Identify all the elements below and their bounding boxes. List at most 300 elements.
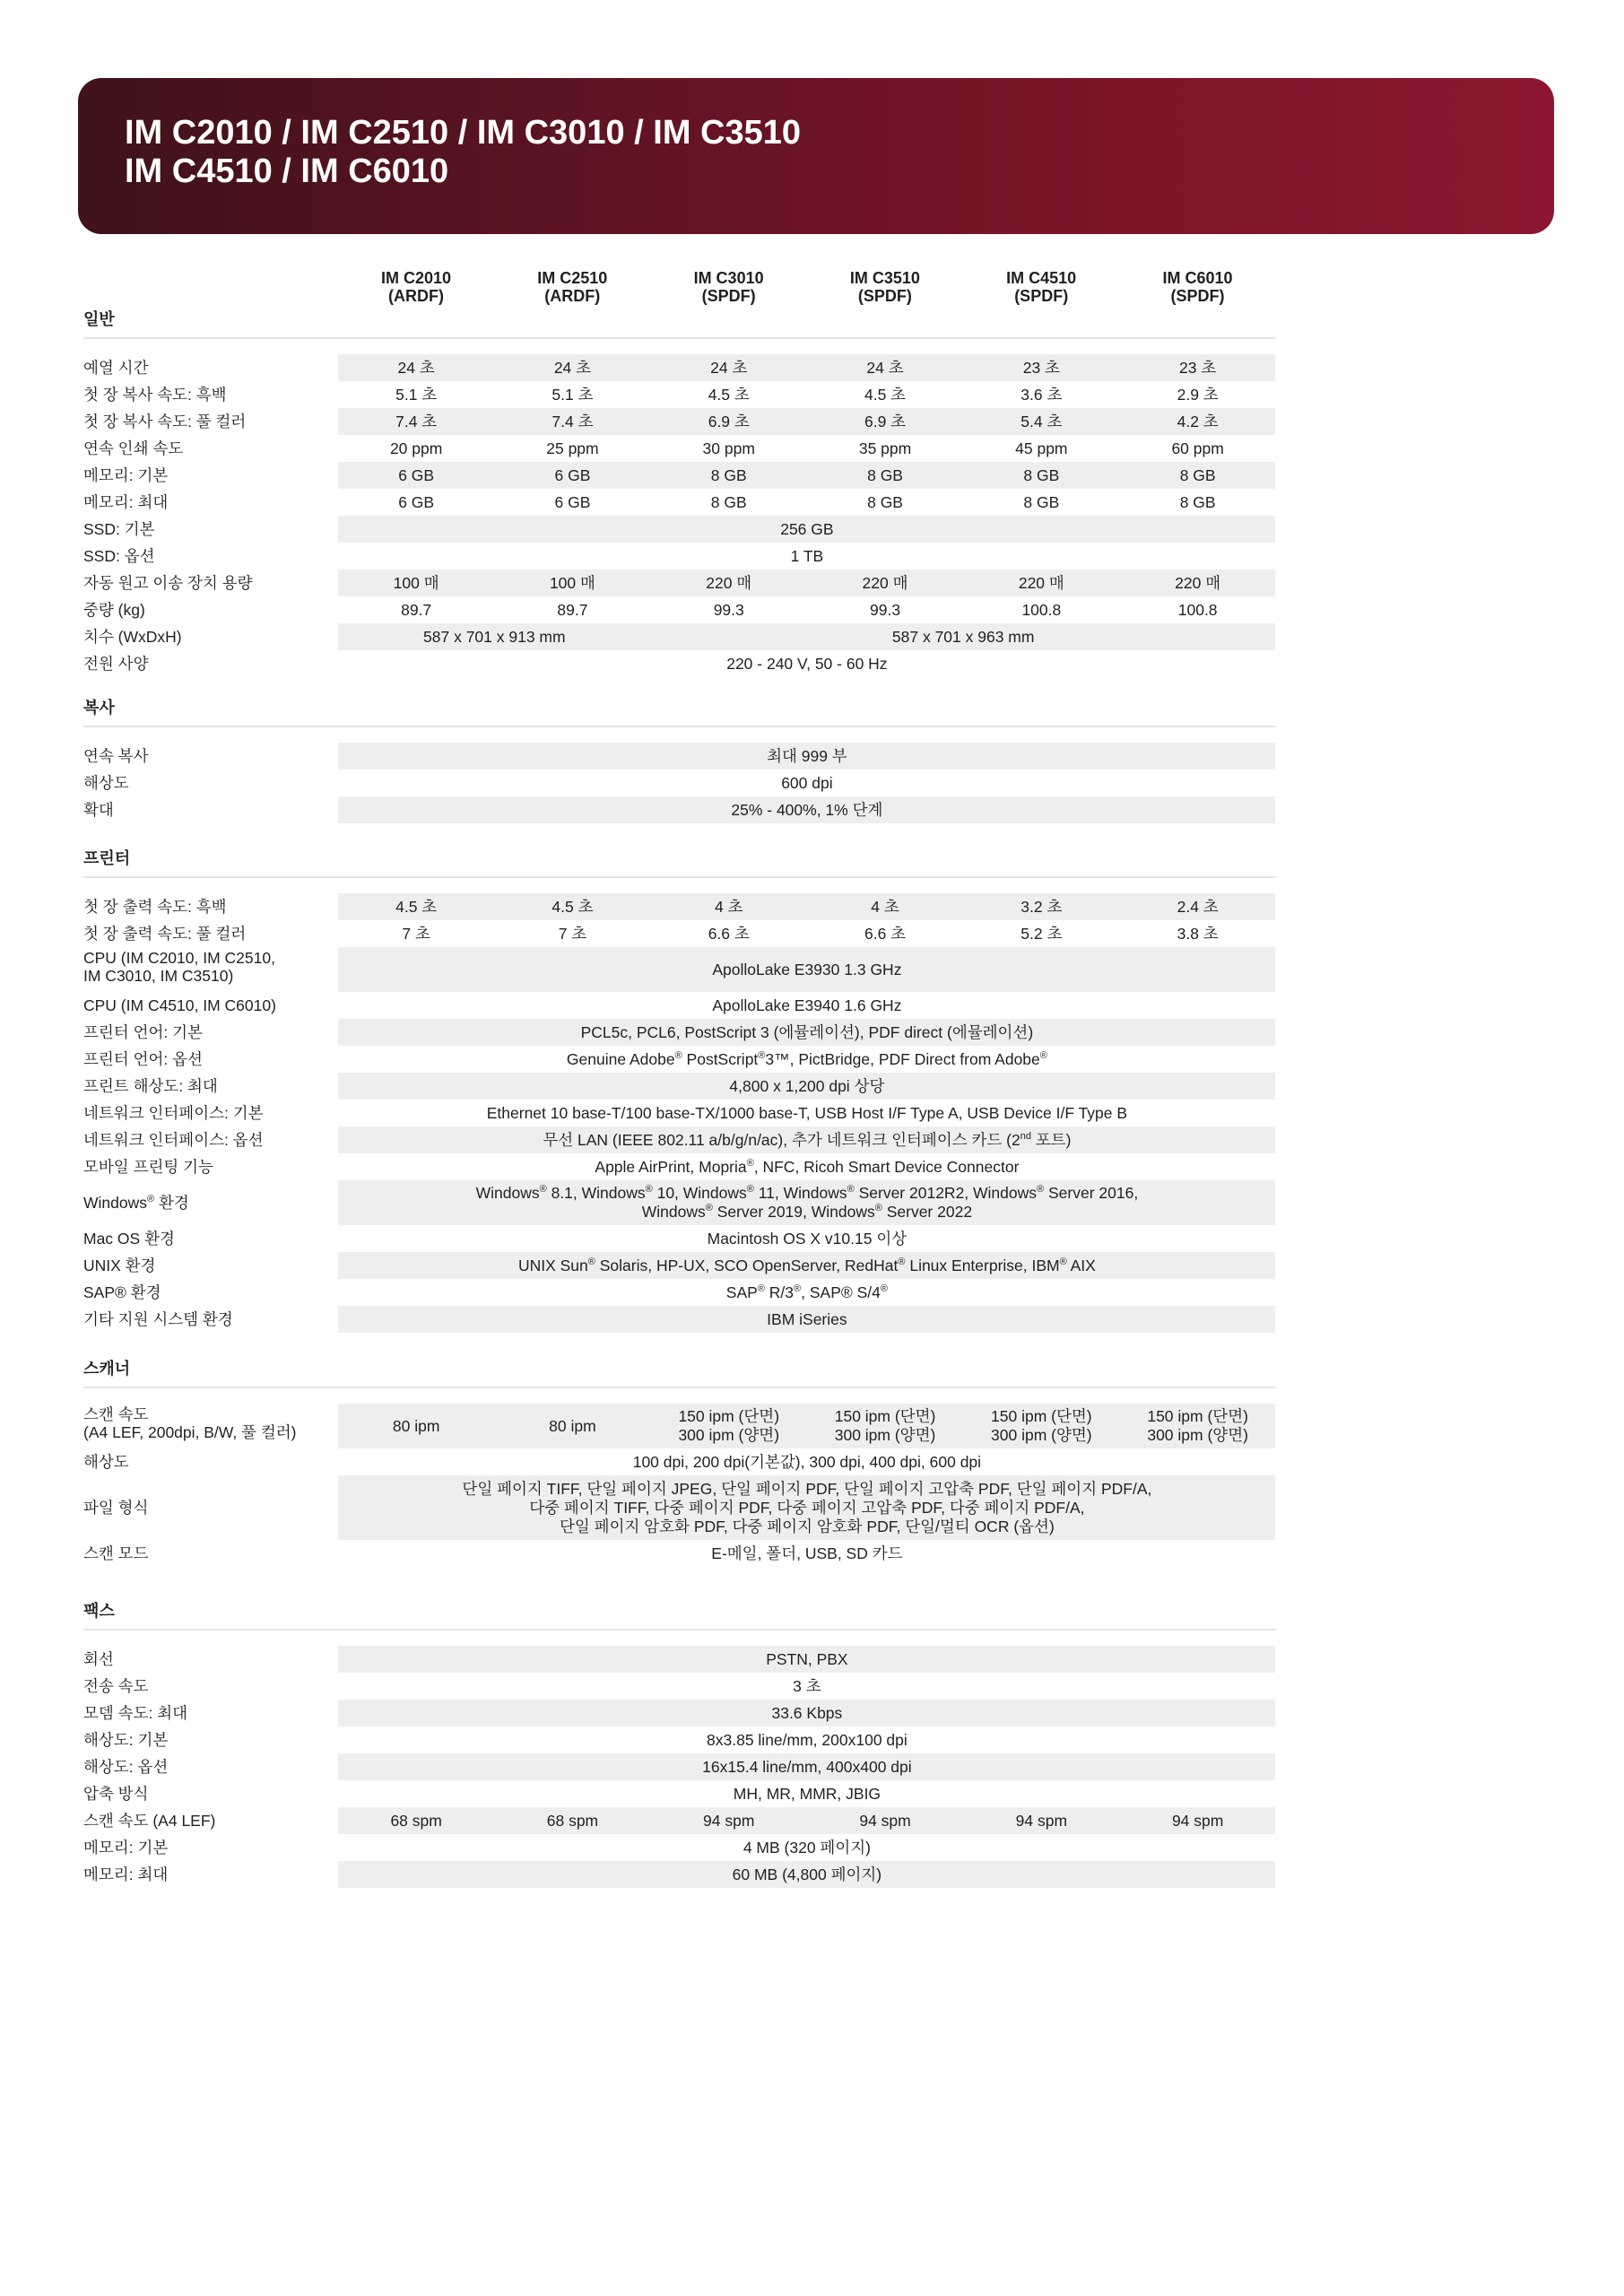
column-model: IM C2010 xyxy=(380,269,452,287)
spec-label-text: 해상도: 기본 xyxy=(83,1731,169,1749)
spec-row xyxy=(0,516,1624,543)
column-variant: (ARDF) xyxy=(544,287,601,305)
spec-value xyxy=(494,570,650,596)
spec-label-text: 스캔 속도 (A4 LEF, 200dpi, B/W, 풀 컬러) xyxy=(83,1405,297,1441)
spec-row xyxy=(0,596,1624,623)
spec-value xyxy=(494,596,650,623)
spec-value-text: 24 초 xyxy=(397,358,435,377)
spec-value-text: 8 GB xyxy=(710,465,747,484)
spec-label xyxy=(83,1753,168,1780)
spec-value-text: ApolloLake E3930 1.3 GHz xyxy=(712,960,902,978)
superscript-mark: ® xyxy=(794,1283,802,1294)
spec-row xyxy=(0,435,1624,462)
spec-value-text: 220 매 xyxy=(706,573,752,592)
spec-value xyxy=(963,435,1119,462)
spec-value-text: IBM iSeries xyxy=(767,1309,847,1328)
spec-value-text: 94 spm xyxy=(1015,1811,1068,1830)
spec-value-text: 100 매 xyxy=(549,573,595,592)
spec-value-text: 5.4 초 xyxy=(1020,412,1063,430)
page-title-line-2: IM C4510 / IM C6010 xyxy=(125,152,449,190)
spec-value xyxy=(651,408,807,435)
spec-value xyxy=(338,543,1276,570)
spec-label-text: Windows® 환경 xyxy=(83,1194,189,1212)
spec-value xyxy=(338,743,1276,770)
spec-row xyxy=(0,408,1624,435)
spec-value xyxy=(1120,893,1276,920)
spec-value-text: 99.3 xyxy=(713,600,744,619)
spec-value xyxy=(651,435,807,462)
spec-value-text: 1 TB xyxy=(790,546,824,565)
spec-label xyxy=(83,596,145,623)
column-variant: (SPDF) xyxy=(1014,287,1069,305)
superscript-mark: ® xyxy=(757,1283,765,1294)
spec-row xyxy=(0,1126,1624,1153)
spec-label-text: 전원 사양 xyxy=(83,655,149,673)
spec-label xyxy=(83,1780,148,1807)
spec-value xyxy=(807,920,963,947)
spec-label xyxy=(83,947,275,994)
spec-value-text: Macintosh OS X v10.15 이상 xyxy=(707,1229,908,1248)
superscript-mark: nd xyxy=(1020,1130,1031,1142)
spec-label xyxy=(83,920,246,947)
spec-value xyxy=(338,650,1276,677)
spec-value-text: 60 ppm xyxy=(1171,439,1224,457)
spec-label xyxy=(83,1807,215,1834)
spec-value xyxy=(338,1046,1276,1073)
superscript-mark: ® xyxy=(147,1194,155,1205)
spec-label xyxy=(83,354,148,381)
spec-value-text: 4 MB (320 페이지) xyxy=(743,1838,871,1857)
spec-row xyxy=(0,947,1624,992)
spec-value-text: 256 GB xyxy=(780,519,834,538)
spec-row xyxy=(0,1540,1624,1567)
spec-label xyxy=(83,992,276,1019)
section-title: 스캐너 xyxy=(83,1360,131,1378)
spec-value-text: 6.6 초 xyxy=(708,924,750,943)
spec-label xyxy=(83,1448,129,1475)
spec-label xyxy=(83,1153,213,1180)
spec-value-text: 8 GB xyxy=(1023,465,1060,484)
spec-value xyxy=(807,1404,963,1448)
spec-value xyxy=(651,1807,807,1834)
spec-label-text: UNIX 환경 xyxy=(83,1257,156,1274)
spec-row xyxy=(0,1100,1624,1126)
spec-value-text: 2.9 초 xyxy=(1177,385,1219,404)
spec-label xyxy=(83,543,155,570)
spec-label xyxy=(83,462,168,489)
spec-value-text: PSTN, PBX xyxy=(766,1649,848,1668)
spec-row xyxy=(0,1180,1624,1225)
spec-value-text: 89.7 xyxy=(557,600,588,619)
spec-label xyxy=(83,381,227,408)
spec-value xyxy=(338,1700,1276,1726)
superscript-mark: ® xyxy=(587,1256,595,1267)
spec-label xyxy=(83,1252,155,1279)
spec-label-text: 첫 장 복사 속도: 풀 컬러 xyxy=(83,413,247,430)
spec-value xyxy=(338,770,1276,796)
spec-row xyxy=(0,1834,1624,1861)
spec-value xyxy=(963,1404,1119,1448)
spec-value xyxy=(807,408,963,435)
section-title: 일반 xyxy=(83,310,115,328)
spec-value-text: 220 매 xyxy=(1175,573,1221,592)
spec-row xyxy=(0,489,1624,516)
spec-value-text: 99.3 xyxy=(870,600,901,619)
spec-value-text: 4.5 초 xyxy=(551,897,594,916)
spec-label-text: 해상도 xyxy=(83,1453,129,1471)
spec-value xyxy=(338,1646,1276,1673)
spec-row xyxy=(0,1475,1624,1540)
spec-value-text: 6.9 초 xyxy=(864,412,907,430)
superscript-mark: ® xyxy=(898,1256,906,1267)
spec-value-text: 100.8 xyxy=(1177,600,1218,619)
spec-value-text: 100.8 xyxy=(1021,600,1062,619)
spec-value-text: 6 GB xyxy=(554,465,591,484)
spec-label-text: 네트워크 인터페이스: 옵션 xyxy=(83,1131,264,1149)
superscript-mark: ® xyxy=(539,1184,547,1196)
spec-value xyxy=(338,1726,1276,1753)
spec-row xyxy=(0,1753,1624,1780)
spec-value xyxy=(338,354,494,381)
spec-label-text: CPU (IM C4510, IM C6010) xyxy=(83,996,276,1014)
column-variant: (SPDF) xyxy=(1170,287,1225,305)
spec-label xyxy=(83,570,253,596)
spec-value xyxy=(338,1673,1276,1700)
spec-label xyxy=(83,1019,203,1046)
spec-label xyxy=(83,1126,264,1153)
spec-value xyxy=(338,893,494,920)
spec-label xyxy=(83,1861,168,1888)
spec-row xyxy=(0,1646,1624,1673)
spec-value-text: 5.1 초 xyxy=(395,385,438,404)
superscript-mark: ® xyxy=(674,1049,682,1061)
spec-value-text: ApolloLake E3940 1.6 GHz xyxy=(712,996,902,1014)
spec-value-text: 8 GB xyxy=(867,465,903,484)
spec-value xyxy=(338,570,494,596)
spec-value-text: 6.6 초 xyxy=(864,924,907,943)
spec-value xyxy=(1120,1404,1276,1448)
spec-label-text: 프린트 해상도: 최대 xyxy=(83,1077,218,1095)
spec-label-text: 예열 시간 xyxy=(83,359,149,377)
spec-value xyxy=(494,920,650,947)
spec-label xyxy=(83,1046,203,1073)
spec-value xyxy=(338,1126,1276,1153)
spec-value-text: 4,800 x 1,200 dpi 상당 xyxy=(729,1076,885,1095)
superscript-mark: ® xyxy=(645,1184,653,1196)
spec-label-text: 모뎀 속도: 최대 xyxy=(83,1704,188,1722)
spec-value-text: 25 ppm xyxy=(546,439,599,457)
spec-row xyxy=(0,992,1624,1019)
column-model: IM C6010 xyxy=(1162,269,1233,287)
spec-value-text: UNIX Sun® Solaris, HP-UX, SCO OpenServer, RedHat® Linux Enterprise, IBM® AIX xyxy=(517,1256,1096,1274)
spec-value xyxy=(651,489,807,516)
spec-row xyxy=(0,650,1624,677)
spec-value-text: Apple AirPrint, Mopria®, NFC, Ricoh Smart Device Connector xyxy=(595,1157,1020,1176)
spec-value-text: 7.4 초 xyxy=(551,412,594,430)
spec-label xyxy=(83,770,129,796)
spec-label-text: 연속 인쇄 속도 xyxy=(83,439,184,457)
spec-label-text: 첫 장 출력 속도: 흑백 xyxy=(83,898,227,916)
spec-value xyxy=(1120,596,1276,623)
spec-row xyxy=(0,1153,1624,1180)
spec-label-text: 자동 원고 이송 장치 용량 xyxy=(83,574,253,592)
spec-value xyxy=(338,1753,1276,1780)
section-divider xyxy=(83,876,1276,878)
superscript-mark: ® xyxy=(847,1184,855,1196)
spec-label-text: 파일 형식 xyxy=(83,1499,149,1517)
spec-value-text: 30 ppm xyxy=(702,439,755,457)
superscript-mark: ® xyxy=(1037,1184,1045,1196)
spec-value-text: 3.2 초 xyxy=(1020,897,1063,916)
spec-value xyxy=(338,1540,1276,1567)
spec-value xyxy=(963,920,1119,947)
spec-row xyxy=(0,354,1624,381)
spec-value xyxy=(807,462,963,489)
spec-row xyxy=(0,1780,1624,1807)
page-title-line-1: IM C2010 / IM C2510 / IM C3010 / IM C3510 xyxy=(125,114,802,152)
spec-value-text: 4.5 초 xyxy=(395,897,438,916)
spec-value-text: Ethernet 10 base-T/100 base-TX/1000 base-T, USB Host I/F Type A, USB Device I/F Type B xyxy=(486,1103,1128,1122)
spec-value xyxy=(1120,570,1276,596)
spec-value-text: 587 x 701 x 913 mm xyxy=(423,627,566,646)
spec-label-text: 압축 방식 xyxy=(83,1785,149,1803)
spec-value xyxy=(338,1019,1276,1046)
spec-row xyxy=(0,893,1624,920)
spec-value-text: Windows® 8.1, Windows® 10, Windows® 11, Windows® Server 2012R2, Windows® Server 2016, Windows® Server 2019, Windows® Server 2022 xyxy=(475,1184,1139,1221)
spec-value xyxy=(807,489,963,516)
spec-value xyxy=(338,462,494,489)
spec-value-text: 4 초 xyxy=(871,897,899,916)
spec-row xyxy=(0,770,1624,796)
spec-value xyxy=(963,381,1119,408)
spec-row xyxy=(0,570,1624,596)
spec-label xyxy=(83,650,148,677)
spec-label-text: 기타 지원 시스템 환경 xyxy=(83,1310,233,1328)
spec-label xyxy=(83,1475,148,1540)
superscript-mark: ® xyxy=(880,1283,889,1294)
spec-value xyxy=(338,1448,1276,1475)
spec-value-text: 6.9 초 xyxy=(708,412,750,430)
spec-row xyxy=(0,1019,1624,1046)
spec-value-text: 6 GB xyxy=(398,492,435,511)
spec-value-text: 8 GB xyxy=(1179,465,1216,484)
spec-value-text: 6 GB xyxy=(554,492,591,511)
spec-value-text: 33.6 Kbps xyxy=(771,1703,843,1722)
spec-value-text: 68 spm xyxy=(390,1811,442,1830)
spec-value xyxy=(963,462,1119,489)
spec-label-text: 전송 속도 xyxy=(83,1677,149,1695)
spec-value xyxy=(338,1306,1276,1333)
spec-label-text: 프린터 언어: 옵션 xyxy=(83,1050,203,1068)
spec-value xyxy=(338,1153,1276,1180)
spec-value-text: 94 spm xyxy=(859,1811,911,1830)
spec-label xyxy=(83,1834,168,1861)
spec-label-text: 첫 장 복사 속도: 흑백 xyxy=(83,386,227,404)
spec-label xyxy=(83,489,168,516)
spec-value xyxy=(338,1404,494,1448)
spec-value-text: 89.7 xyxy=(401,600,432,619)
spec-row xyxy=(0,623,1624,650)
spec-value xyxy=(807,354,963,381)
spec-value xyxy=(338,381,494,408)
spec-value xyxy=(338,1252,1276,1279)
spec-value-text: 94 spm xyxy=(1171,1811,1224,1830)
spec-value-text: 80 ipm xyxy=(392,1416,440,1435)
spec-value-text: 100 매 xyxy=(393,573,439,592)
spec-value-text: 8 GB xyxy=(1179,492,1216,511)
column-model: IM C4510 xyxy=(1006,269,1077,287)
spec-value xyxy=(1120,354,1276,381)
spec-value xyxy=(963,354,1119,381)
spec-value xyxy=(651,596,807,623)
spec-label-text: 네트워크 인터페이스: 기본 xyxy=(83,1104,264,1122)
spec-value xyxy=(338,623,651,650)
spec-value xyxy=(338,1225,1276,1252)
spec-value xyxy=(807,596,963,623)
spec-value xyxy=(494,408,650,435)
spec-row xyxy=(0,1073,1624,1100)
spec-label xyxy=(83,1673,148,1700)
spec-row xyxy=(0,796,1624,823)
spec-label xyxy=(83,1100,264,1126)
spec-label xyxy=(83,1180,189,1225)
spec-row xyxy=(0,1726,1624,1753)
spec-value xyxy=(1120,462,1276,489)
spec-value xyxy=(338,1475,1276,1540)
spec-value xyxy=(338,1807,494,1834)
spec-label-text: 스캔 모드 xyxy=(83,1544,149,1562)
spec-label xyxy=(83,796,114,823)
spec-label-text: 해상도: 옵션 xyxy=(83,1758,169,1776)
spec-label-text: 회선 xyxy=(83,1650,114,1668)
spec-label xyxy=(83,1646,114,1673)
spec-value xyxy=(651,354,807,381)
spec-value xyxy=(651,1404,807,1448)
superscript-mark: ® xyxy=(758,1049,766,1061)
spec-value-text: 3.6 초 xyxy=(1020,385,1063,404)
spec-label xyxy=(83,1726,168,1753)
section-divider xyxy=(83,726,1276,727)
column-model: IM C2510 xyxy=(537,269,608,287)
superscript-mark: ® xyxy=(1039,1049,1047,1061)
spec-label xyxy=(83,623,182,650)
spec-row xyxy=(0,462,1624,489)
spec-value-text: 24 초 xyxy=(710,358,748,377)
spec-value-text: PCL5c, PCL6, PostScript 3 (에뮬레이션), PDF direct (에뮬레이션) xyxy=(580,1022,1034,1041)
spec-value-text: 600 dpi xyxy=(781,773,833,792)
spec-value xyxy=(338,1073,1276,1100)
spec-label-text: 치수 (WxDxH) xyxy=(83,628,182,646)
spec-value-text: 100 dpi, 200 dpi(기본값), 300 dpi, 400 dpi, 600 dpi xyxy=(632,1452,982,1471)
spec-row xyxy=(0,381,1624,408)
spec-value xyxy=(338,1180,1276,1225)
spec-value-text: E-메일, 폴더, USB, SD 카드 xyxy=(711,1544,903,1562)
superscript-mark: ® xyxy=(746,1157,754,1169)
spec-row xyxy=(0,1252,1624,1279)
spec-value xyxy=(807,381,963,408)
spec-value xyxy=(494,462,650,489)
spec-value-text: 5.2 초 xyxy=(1020,924,1063,943)
spec-label xyxy=(83,1540,148,1567)
spec-value xyxy=(338,1834,1276,1861)
spec-label-text: 메모리: 최대 xyxy=(83,1866,169,1883)
spec-label xyxy=(83,516,155,543)
spec-value-text: 16x15.4 line/mm, 400x400 dpi xyxy=(702,1757,912,1776)
spec-value xyxy=(807,1807,963,1834)
spec-value-text: 7 초 xyxy=(402,924,430,943)
spec-value-text: 23 초 xyxy=(1022,358,1060,377)
spec-label-text: SSD: 기본 xyxy=(83,520,155,538)
spec-value xyxy=(651,462,807,489)
superscript-mark: ® xyxy=(1059,1256,1067,1267)
spec-label-text: 중량 (kg) xyxy=(83,601,145,619)
section-title: 팩스 xyxy=(83,1602,115,1620)
spec-row xyxy=(0,1225,1624,1252)
spec-value xyxy=(963,893,1119,920)
spec-value xyxy=(338,516,1276,543)
spec-value xyxy=(651,920,807,947)
spec-value xyxy=(338,1100,1276,1126)
spec-label-text: 해상도 xyxy=(83,774,129,792)
spec-value xyxy=(1120,408,1276,435)
spec-value xyxy=(338,947,1276,992)
spec-row xyxy=(0,1404,1624,1448)
spec-label xyxy=(83,408,246,435)
spec-value xyxy=(338,1861,1276,1888)
spec-value-text: 94 spm xyxy=(703,1811,755,1830)
column-variant: (SPDF) xyxy=(857,287,912,305)
spec-label-text: 메모리: 기본 xyxy=(83,1839,169,1857)
column-variant: (ARDF) xyxy=(388,287,444,305)
spec-label-text: CPU (IM C2010, IM C2510, IM C3010, IM C3510) xyxy=(83,949,275,985)
spec-value xyxy=(338,796,1276,823)
spec-value-text: 220 - 240 V, 50 - 60 Hz xyxy=(726,654,888,673)
spec-row xyxy=(0,1046,1624,1073)
superscript-mark: ® xyxy=(746,1184,754,1196)
spec-value-text: 8x3.85 line/mm, 200x100 dpi xyxy=(707,1730,908,1749)
spec-value xyxy=(494,354,650,381)
spec-value-text: 5.1 초 xyxy=(551,385,594,404)
spec-row xyxy=(0,543,1624,570)
spec-value xyxy=(338,1780,1276,1807)
spec-value-text: 24 초 xyxy=(553,358,592,377)
spec-value xyxy=(963,408,1119,435)
spec-value-text: 최대 999 부 xyxy=(767,746,847,765)
spec-value xyxy=(338,920,494,947)
spec-label xyxy=(83,1404,296,1450)
spec-row xyxy=(0,743,1624,770)
spec-value-text: 4.5 초 xyxy=(708,385,750,404)
spec-value xyxy=(963,1807,1119,1834)
spec-label xyxy=(83,435,183,462)
spec-label-text: 메모리: 최대 xyxy=(83,493,169,511)
spec-value xyxy=(807,570,963,596)
section-title: 복사 xyxy=(83,699,115,717)
spec-value-text: 150 ipm (단면) 300 ipm (양면) xyxy=(834,1407,936,1444)
spec-value-text: 150 ipm (단면) 300 ipm (양면) xyxy=(991,1407,1092,1444)
spec-value xyxy=(338,992,1276,1019)
spec-value xyxy=(338,408,494,435)
section-divider xyxy=(83,1387,1276,1388)
section-divider xyxy=(83,1629,1276,1631)
spec-value-text: 45 ppm xyxy=(1015,439,1068,457)
spec-label-text: SSD: 옵션 xyxy=(83,547,155,565)
spec-value-text: 25% - 400%, 1% 단계 xyxy=(731,800,883,819)
spec-value-text: 3 초 xyxy=(793,1676,821,1695)
spec-value xyxy=(494,381,650,408)
spec-label xyxy=(83,1225,175,1252)
spec-value-text: 24 초 xyxy=(866,358,904,377)
